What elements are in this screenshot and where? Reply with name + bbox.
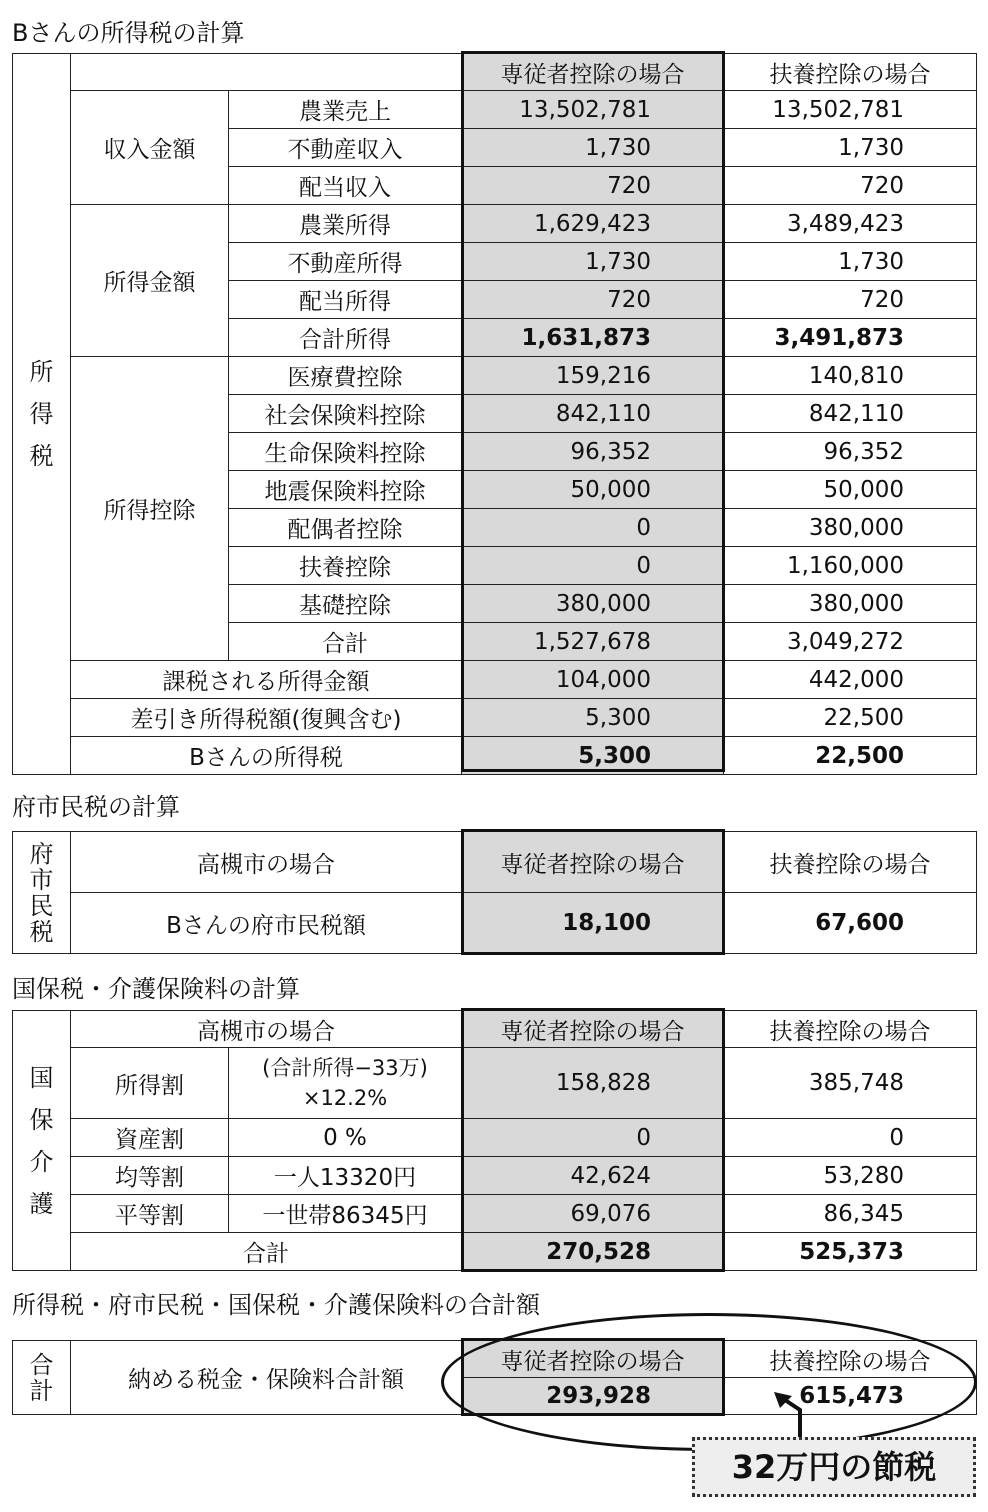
insurance-title: 国保税・介護保険料の計算 <box>12 975 300 1003</box>
value-b: 3,489,423 <box>724 205 977 243</box>
value-a: 13,502,781 <box>462 91 724 129</box>
value-b: 0 <box>724 1119 977 1157</box>
col-header-b: 扶養控除の場合 <box>724 1011 977 1048</box>
value-a: 380,000 <box>462 585 724 623</box>
value-b: 842,110 <box>724 395 977 433</box>
col-header-b: 扶養控除の場合 <box>724 54 977 91</box>
row-label: 所得割 <box>71 1048 229 1119</box>
row-label: 平等割 <box>71 1195 229 1233</box>
row-label: 社会保険料控除 <box>229 395 462 433</box>
income-tax-side-label: 所 得 税 <box>13 54 71 775</box>
row-label: 配当収入 <box>229 167 462 205</box>
value-b: 50,000 <box>724 471 977 509</box>
earnings-group-label: 所得金額 <box>71 205 229 357</box>
row-label: 合計 <box>229 623 462 661</box>
value-a: 1,527,678 <box>462 623 724 661</box>
row-label: 課税される所得金額 <box>71 661 462 699</box>
value-a: 842,110 <box>462 395 724 433</box>
value-b: 86,345 <box>724 1195 977 1233</box>
header-label: 高槻市の場合 <box>71 1011 462 1048</box>
basis: 0 % <box>229 1119 462 1157</box>
value-b: 3,491,873 <box>724 319 977 357</box>
row-label: 合計所得 <box>229 319 462 357</box>
row-label: 不動産所得 <box>229 243 462 281</box>
value-a: 158,828 <box>462 1048 724 1119</box>
value-a: 293,928 <box>462 1378 724 1415</box>
value-a: 96,352 <box>462 433 724 471</box>
grand-total-title: 所得税・府市民税・国保税・介護保険料の合計額 <box>12 1291 540 1319</box>
basis: 一人13320円 <box>229 1157 462 1195</box>
basis: (合計所得−33万) ×12.2% <box>229 1048 462 1119</box>
resident-tax-side-label: 府 市 民 税 <box>13 832 71 954</box>
value-b: 525,373 <box>724 1233 977 1271</box>
grand-total-label: 納める税金・保険料合計額 <box>71 1341 462 1415</box>
grand-total-side-label: 合 計 <box>13 1341 71 1415</box>
row-label: 不動産収入 <box>229 129 462 167</box>
resident-tax-table <box>12 831 977 954</box>
value-b: 13,502,781 <box>724 91 977 129</box>
value-a: 0 <box>462 509 724 547</box>
value-a: 720 <box>462 281 724 319</box>
value-a: 5,300 <box>462 737 724 775</box>
value-a: 720 <box>462 167 724 205</box>
value-a: 0 <box>462 547 724 585</box>
col-header-b: 扶養控除の場合 <box>724 1341 977 1378</box>
value-b: 380,000 <box>724 509 977 547</box>
value-a: 69,076 <box>462 1195 724 1233</box>
row-label: 生命保険料控除 <box>229 433 462 471</box>
basis: 一世帯86345円 <box>229 1195 462 1233</box>
value-b: 3,049,272 <box>724 623 977 661</box>
value-b: 22,500 <box>724 699 977 737</box>
row-label: Bさんの府市民税額 <box>71 893 462 954</box>
income-tax-title: Bさんの所得税の計算 <box>12 19 245 47</box>
resident-tax-title: 府市民税の計算 <box>12 793 180 821</box>
row-label: 農業所得 <box>229 205 462 243</box>
grand-total-table <box>12 1340 977 1415</box>
value-a: 270,528 <box>462 1233 724 1271</box>
income-group-label: 収入金額 <box>71 91 229 205</box>
row-label: 配偶者控除 <box>229 509 462 547</box>
row-label: 差引き所得税額(復興含む) <box>71 699 462 737</box>
row-label: 均等割 <box>71 1157 229 1195</box>
deduction-group-label: 所得控除 <box>71 357 229 661</box>
col-header-a: 専従者控除の場合 <box>462 1341 724 1378</box>
value-b: 380,000 <box>724 585 977 623</box>
row-label: 資産割 <box>71 1119 229 1157</box>
col-header-b: 扶養控除の場合 <box>724 832 977 893</box>
insurance-side-label: 国 保 介 護 <box>13 1011 71 1271</box>
value-a: 0 <box>462 1119 724 1157</box>
value-b: 53,280 <box>724 1157 977 1195</box>
header-label: 高槻市の場合 <box>71 832 462 893</box>
value-b: 720 <box>724 167 977 205</box>
value-a: 1,631,873 <box>462 319 724 357</box>
value-a: 18,100 <box>462 893 724 954</box>
value-a: 1,730 <box>462 129 724 167</box>
value-a: 159,216 <box>462 357 724 395</box>
value-a: 5,300 <box>462 699 724 737</box>
insurance-table <box>12 1010 977 1271</box>
row-label: 配当所得 <box>229 281 462 319</box>
value-b: 140,810 <box>724 357 977 395</box>
value-b: 1,160,000 <box>724 547 977 585</box>
row-label: Bさんの所得税 <box>71 737 462 775</box>
row-label: 医療費控除 <box>229 357 462 395</box>
row-label: 農業売上 <box>229 91 462 129</box>
value-a: 1,730 <box>462 243 724 281</box>
col-header-a: 専従者控除の場合 <box>462 832 724 893</box>
value-b: 385,748 <box>724 1048 977 1119</box>
row-label: 地震保険料控除 <box>229 471 462 509</box>
value-b: 720 <box>724 281 977 319</box>
value-a: 1,629,423 <box>462 205 724 243</box>
row-label: 基礎控除 <box>229 585 462 623</box>
value-b: 96,352 <box>724 433 977 471</box>
income-tax-table <box>12 53 977 775</box>
value-b: 22,500 <box>724 737 977 775</box>
value-b: 1,730 <box>724 129 977 167</box>
col-header-a: 専従者控除の場合 <box>462 54 724 91</box>
row-label: 扶養控除 <box>229 547 462 585</box>
value-b: 1,730 <box>724 243 977 281</box>
row-label: 合計 <box>71 1233 462 1271</box>
value-b: 442,000 <box>724 661 977 699</box>
value-b: 615,473 <box>724 1378 977 1415</box>
col-header-a: 専従者控除の場合 <box>462 1011 724 1048</box>
savings-callout: 32万円の節税 <box>692 1437 976 1497</box>
value-a: 50,000 <box>462 471 724 509</box>
value-b: 67,600 <box>724 893 977 954</box>
value-a: 104,000 <box>462 661 724 699</box>
value-a: 42,624 <box>462 1157 724 1195</box>
